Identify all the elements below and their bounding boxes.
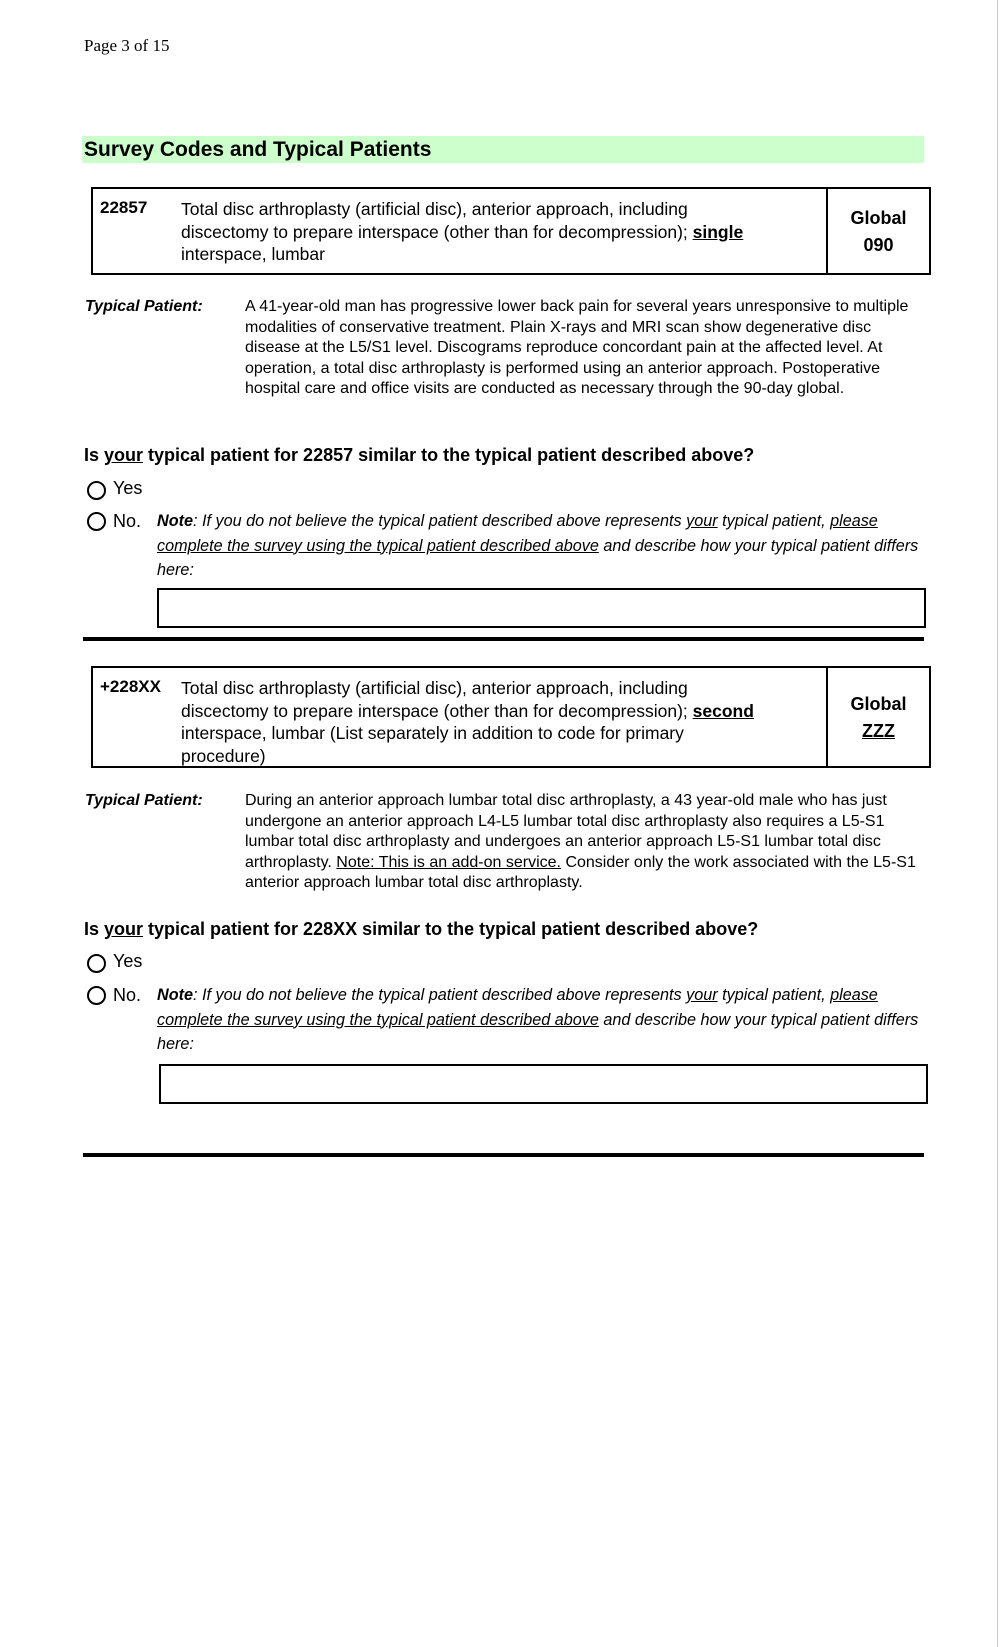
typical-patient-label: Typical Patient: [85,298,203,315]
no-radio[interactable] [87,986,106,1005]
global-label: Global [850,208,907,228]
code-description: Total disc arthroplasty (artificial disc), anterior approach, including discectomy to prepare interspace (other than for decompression); second interspace, lumbar (List separately in addition to code for primary procedure) [181,678,754,766]
code-number: 22857 [100,198,148,217]
column-divider [826,189,828,273]
yes-label: Yes [113,478,143,498]
interspace-emphasis: single [692,221,744,242]
code-box-228xx [91,666,931,768]
add-on-note: Note: This is an add-on service. [336,853,561,871]
typical-patient-text: A 41-year-old man has progressive lower back pain for several years unresponsive to multiple modalities of conservative treatment. Plain X-rays and MRI scan show degenerative disc disease at the L5/S1 level. Discograms reproduce concordant pain at the affected level. At operation, a total disc arthroplasty is performed using an anterior approach. Postoperative hospital care and office visits are conducted as necessary through the 90-day global. [245,298,909,398]
code-description: Total disc arthroplasty (artificial disc), anterior approach, including discectomy to prepare interspace (other than for decompression); single interspace, lumbar [181,199,744,264]
section-heading: Survey Codes and Typical Patients [82,136,924,163]
no-label: No. [113,511,142,531]
no-label: No. [113,985,142,1005]
column-divider [826,668,828,766]
similarity-question: Is your typical patient for 22857 similar to the typical patient described above? [84,445,755,465]
difference-response-field[interactable] [157,588,926,628]
page-edge [997,0,998,1647]
code-number: +228XX [100,677,161,696]
no-radio[interactable] [87,512,106,531]
interspace-emphasis: second [692,700,754,721]
difference-response-field[interactable] [159,1064,928,1104]
similarity-question: Is your typical patient for 228XX similar to the typical patient described above? [84,919,759,939]
no-note-text: Note: If you do not believe the typical patient described above represents your typical patient, please complete the survey using the typical patient described above and describe how your typical patient differs here: [157,512,919,579]
typical-patient-label: Typical Patient: [85,792,203,809]
yes-radio[interactable] [87,954,106,973]
global-value: ZZZ [862,721,895,741]
typical-patient-text: During an anterior approach lumbar total disc arthroplasty, a 43 year-old male who has just undergone an anterior approach L4-L5 lumbar total disc arthroplasty also requires a L5-S1 lumbar total disc arthroplasty and undergoes an anterior approach L5-S1 lumbar total disc arthroplasty. Note: This is an add-on service. Consider only the work associated with the L5-S1 anterior approach lumbar total disc arthroplasty. [245,792,916,892]
no-note-text: Note: If you do not believe the typical patient described above represents your typical patient, please complete the survey using the typical patient described above and describe how your typical patient differs here: [157,986,919,1053]
section-rule [83,637,924,641]
page-number: Page 3 of 15 [84,36,170,55]
yes-radio[interactable] [87,481,106,500]
global-label: Global [850,694,907,714]
section-rule [83,1153,924,1157]
global-value: 090 [863,235,894,255]
yes-label: Yes [113,951,143,971]
code-box-22857 [91,187,931,275]
